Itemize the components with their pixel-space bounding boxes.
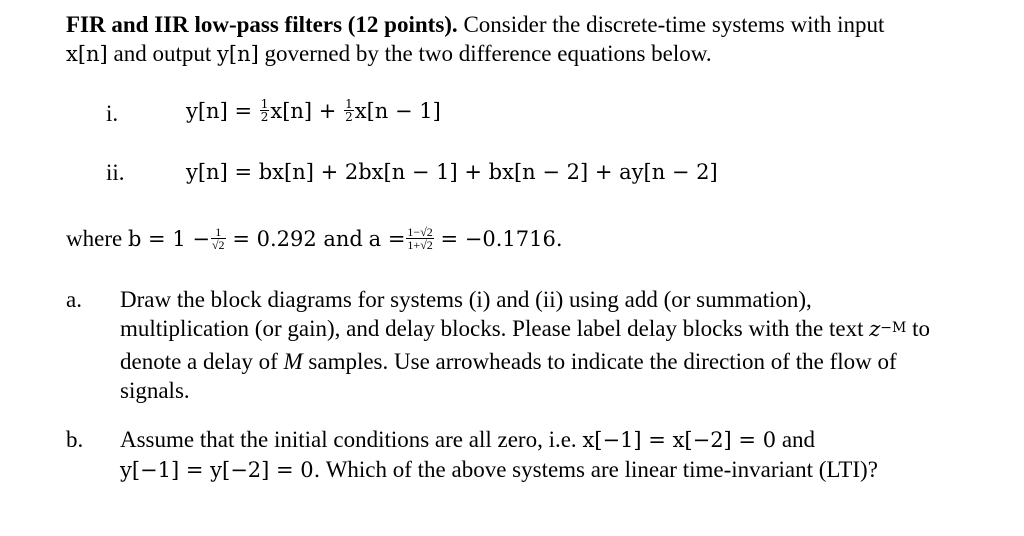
part-b-line1-text: Assume that the initial conditions are all zero, i.e. [120, 427, 577, 452]
input-signal: x[n] [66, 42, 108, 66]
part-a-line3-text: denote a delay of [120, 349, 278, 374]
intro-text-1: Consider the discrete-time systems with input [463, 12, 885, 37]
equation-label-i: i. [106, 101, 119, 126]
equation-ii: y[n] = bx[n] + 2bx[n − 1] + bx[n − 2] + ay[n − 2] [186, 160, 718, 184]
output-signal: y[n] [217, 42, 259, 66]
fraction-half-2 [344, 98, 354, 123]
b-fraction [211, 226, 226, 251]
equation-i-term2: x[n − 1] [354, 99, 441, 123]
part-b-line1 [120, 425, 878, 455]
part-b-line2 [120, 455, 878, 485]
fraction-half-1 [260, 98, 270, 123]
part-b-text [120, 425, 878, 485]
part-b-question: Which of the above systems are linear time-invariant (LTI)? [325, 457, 878, 482]
fraction-numerator: 1 [345, 97, 353, 111]
b-fraction-denominator: √2 [211, 238, 225, 253]
equation-i-term1: x[n] + [270, 99, 337, 123]
part-a-line2 [120, 314, 930, 347]
fraction-denominator: 2 [345, 110, 353, 124]
part-a-line4: signals. [120, 378, 190, 403]
part-a-line2-text: multiplication (or gain), and delay blocks. Please label delay blocks with the text [120, 316, 864, 341]
problem-heading-line2 [66, 41, 712, 67]
a-fraction-denominator: 1+√2 [407, 238, 433, 253]
a-value: = −0.1716. [440, 227, 563, 251]
b-definition: b = 1 − [127, 227, 210, 251]
part-a-line3 [120, 347, 930, 376]
problem-title: FIR and IIR low-pass filters (12 points). [66, 12, 458, 37]
delay-exponent: −M [880, 320, 907, 336]
intro-text-2a: and output [113, 41, 212, 66]
intro-text-2b: governed by the two difference equations below. [264, 41, 712, 66]
y-initial-conditions: y[−1] = y[−2] = 0. [120, 458, 321, 482]
problem-heading [66, 12, 884, 38]
fraction-denominator: 2 [260, 110, 269, 124]
equation-i-lhs: y[n] = [186, 99, 253, 123]
equation-i [186, 99, 441, 125]
fraction-numerator: 1 [260, 97, 269, 111]
x-initial-conditions: x[−1] = x[−2] = 0 [582, 428, 777, 452]
a-fraction [406, 226, 433, 251]
equation-label-ii: ii. [106, 160, 125, 185]
where-clause [66, 226, 563, 253]
b-value: = 0.292 and [232, 227, 363, 251]
a-fraction-numerator: 1−√2 [407, 225, 433, 240]
part-a-line1: Draw the block diagrams for systems (i) and (ii) using add (or summation), [120, 287, 812, 312]
part-a-line3-end: samples. Use arrowheads to indicate the direction of the flow of [308, 349, 897, 374]
where-prefix: where [66, 226, 123, 251]
delay-symbol [869, 317, 906, 341]
b-fraction-numerator: 1 [211, 226, 226, 239]
part-a-text [120, 285, 930, 405]
part-b-line1-end: and [781, 427, 816, 452]
part-b-label: b. [66, 427, 84, 452]
part-a-line2-end: to [912, 316, 931, 341]
a-definition: a = [368, 227, 406, 251]
part-a-label: a. [66, 287, 82, 312]
m-variable: M [283, 349, 303, 374]
z-variable: z [869, 317, 881, 341]
